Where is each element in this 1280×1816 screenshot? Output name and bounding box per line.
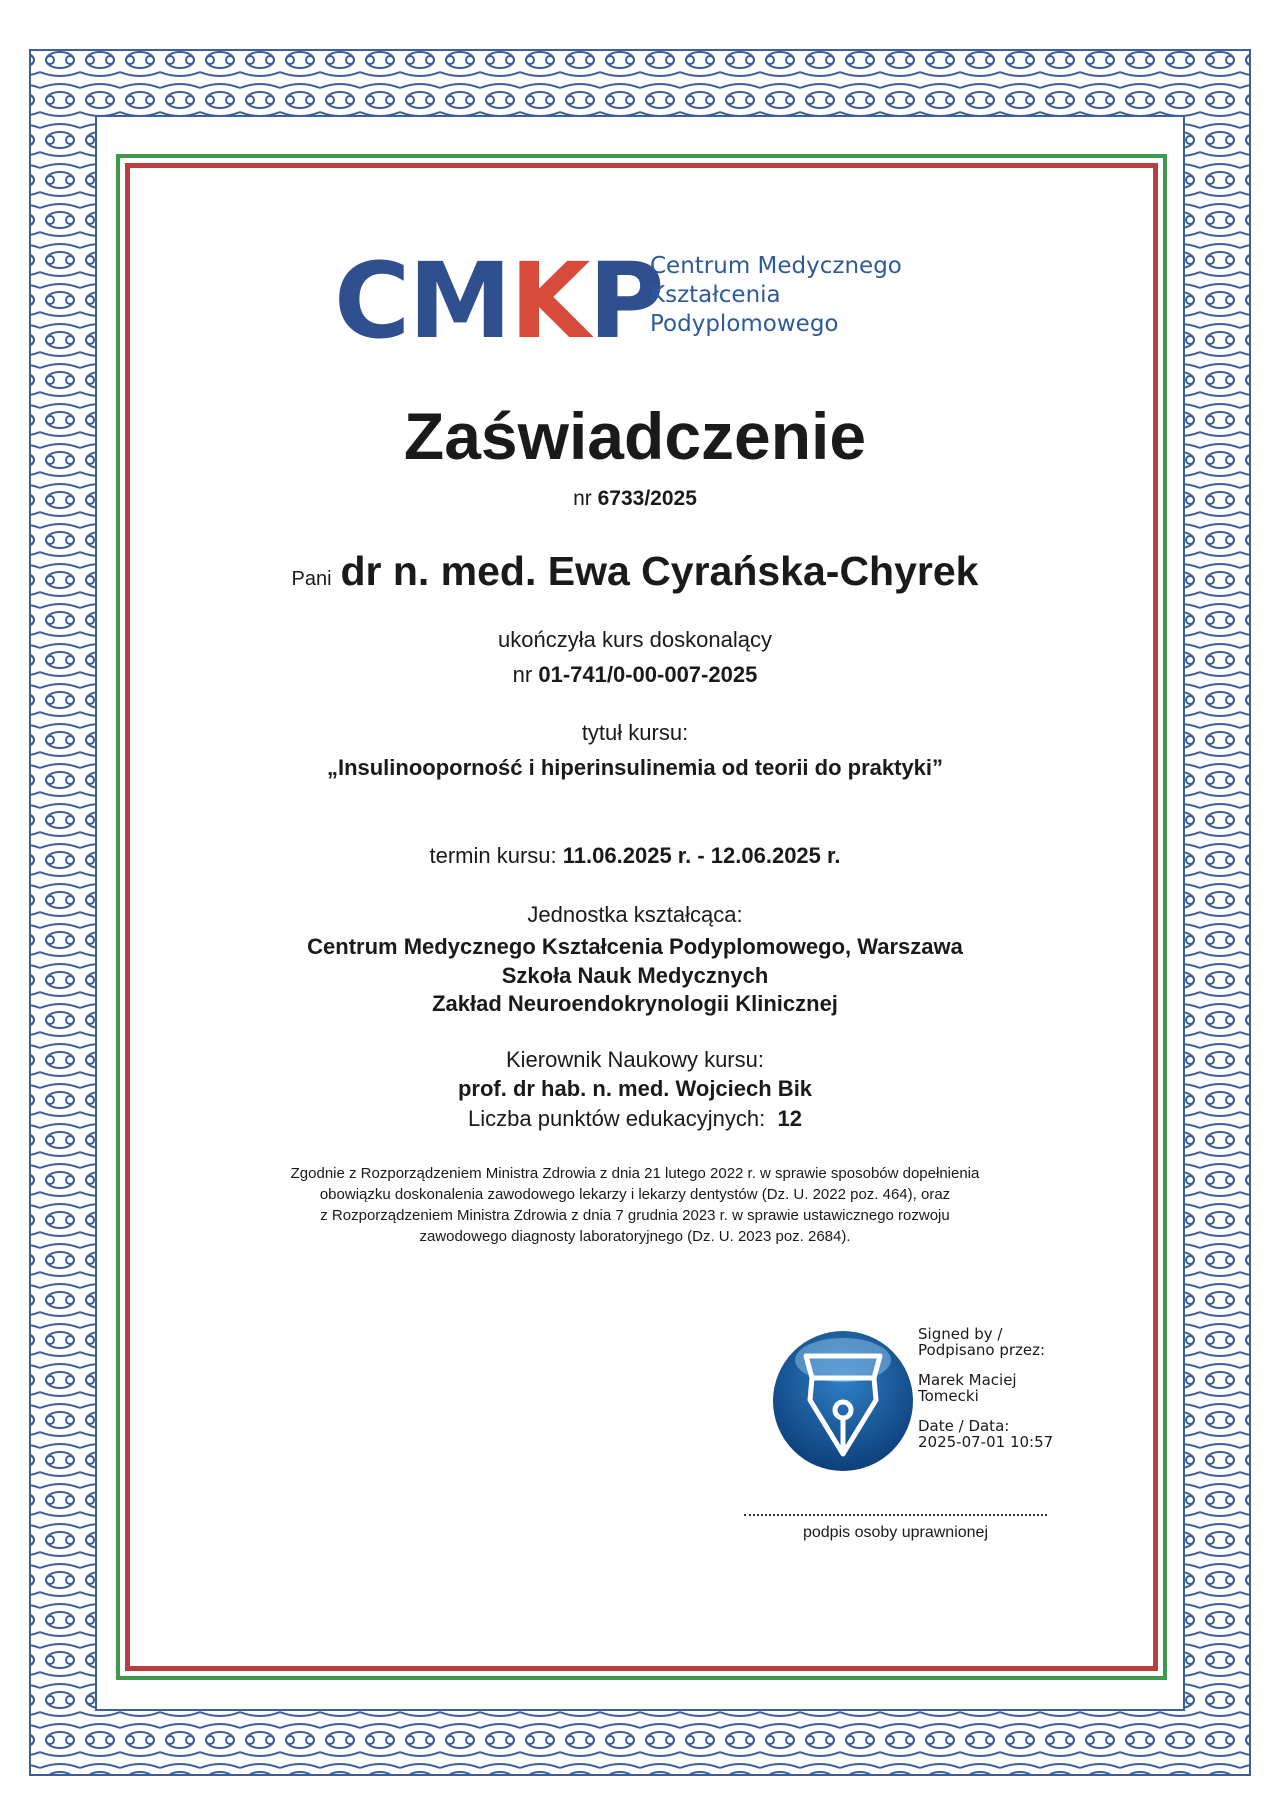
course-title-label: tytuł kursu: — [581, 720, 689, 745]
logo-line: Podyplomowego — [650, 311, 839, 337]
director-label: Kierownik Naukowy kursu: — [506, 1047, 764, 1072]
pen-nib-signature-icon — [770, 1328, 916, 1474]
completed-label: ukończyła kurs doskonalący — [498, 627, 772, 652]
certificate-number — [0, 487, 1270, 511]
legal-line: Zgodnie z Rozporządzeniem Ministra Zdrowia z dnia 21 lutego 2022 r. w sprawie sposobów dopełnienia — [290, 1165, 980, 1182]
signed-by-label: Signed by / — [918, 1325, 1003, 1343]
term-label: termin kursu: — [429, 843, 557, 868]
logo-line: Centrum Medycznego — [650, 253, 902, 279]
unit-line: Szkoła Nauk Medycznych — [501, 963, 769, 988]
signature-details — [918, 1326, 1053, 1450]
signer-name: Marek Maciej — [918, 1371, 1017, 1389]
number-prefix: nr — [573, 487, 592, 510]
course-number — [0, 662, 1270, 688]
legal-line: zawodowego diagnosty laboratoryjnego (Dz. U. 2023 poz. 2684). — [419, 1228, 851, 1245]
points-label: Liczba punktów edukacyjnych: — [468, 1106, 766, 1131]
certificate-title: Zaświadczenie — [403, 399, 867, 473]
education-points — [0, 1106, 1270, 1132]
unit-line: Zakład Neuroendokrynologii Klinicznej — [432, 991, 838, 1016]
signed-by-label: Podpisano przez: — [918, 1341, 1046, 1359]
director-name: prof. dr hab. n. med. Wojciech Bik — [457, 1076, 813, 1101]
course-title: „Insulinooporność i hiperinsulinemia od teorii do praktyki” — [326, 755, 944, 780]
logo-p: P — [588, 240, 663, 362]
cmkp-logo — [334, 240, 663, 362]
logo-institution-name — [650, 252, 902, 339]
term-value: 11.06.2025 r. - 12.06.2025 r. — [562, 843, 841, 868]
legal-basis — [0, 1163, 1270, 1247]
number-value: 6733/2025 — [597, 487, 697, 510]
course-number-prefix: nr — [512, 662, 533, 687]
legal-line: z Rozporządzeniem Ministra Zdrowia z dnia 7 grudnia 2023 r. w sprawie ustawicznego rozwoju — [320, 1207, 950, 1224]
legal-line: obowiązku doskonalenia zawodowego lekarzy i lekarzy dentystów (Dz. U. 2022 poz. 464), oraz — [319, 1186, 951, 1203]
signature-caption: podpis osoby uprawnionej — [802, 1524, 988, 1541]
unit-line: Centrum Medycznego Kształcenia Podyplomowego, Warszawa — [307, 934, 963, 959]
date-label: Date / Data: — [918, 1417, 1010, 1435]
recipient — [0, 548, 1270, 595]
salutation: Pani — [291, 568, 332, 590]
recipient-name: dr n. med. Ewa Cyrańska-Chyrek — [340, 548, 979, 594]
logo-cm: CM — [334, 240, 510, 362]
unit-label: Jednostka kształcąca: — [527, 902, 743, 927]
course-number-value: 01-741/0-00-007-2025 — [538, 662, 758, 687]
signature-line — [744, 1514, 1047, 1516]
course-term — [0, 843, 1270, 869]
logo-k: K — [509, 240, 589, 362]
points-value: 12 — [777, 1106, 802, 1131]
signer-name: Tomecki — [918, 1387, 979, 1405]
signature-date: 2025-07-01 10:57 — [918, 1433, 1054, 1451]
logo-line: Kształcenia — [650, 282, 781, 308]
